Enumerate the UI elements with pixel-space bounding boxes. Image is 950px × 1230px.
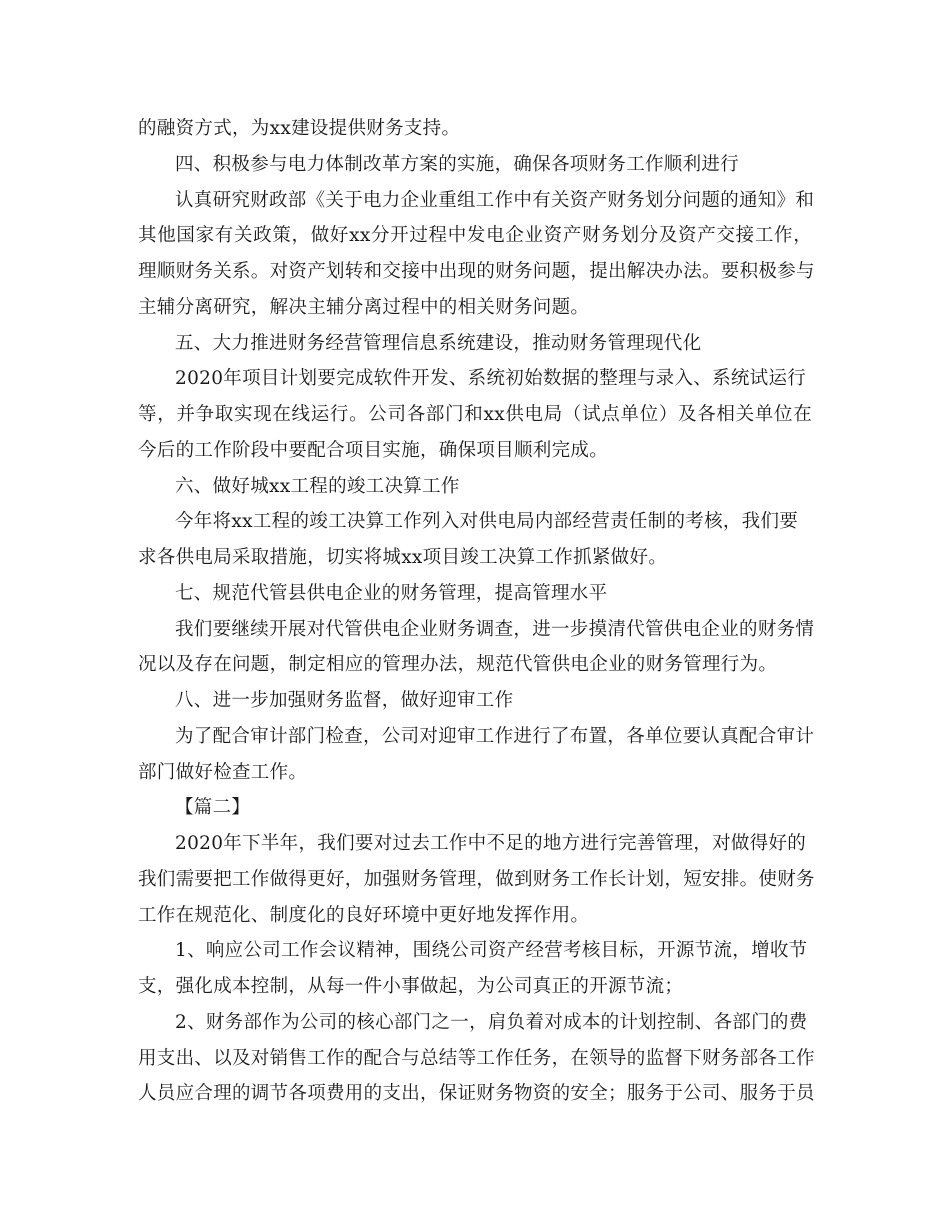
text-line: 主辅分离研究，解决主辅分离过程中的相关财务问题。 xyxy=(138,297,590,318)
text-line: 求各供电局采取措施，切实将城xx项目竣工决算工作抓紧做好。 xyxy=(138,547,668,568)
text-line: 的融资方式，为xx建设提供财务支持。 xyxy=(138,118,461,139)
part-heading: 【篇二】 xyxy=(175,797,251,818)
text-line: 今年将xx工程的竣工决算工作列入对供电局内部经营责任制的考核，我们要 xyxy=(175,511,799,532)
list-item: 1、响应公司工作会议精神，围绕公司资产经营考核目标，开源节流，增收节 xyxy=(175,940,808,961)
text-line: 认真研究财政部《关于电力企业重组工作中有关资产财务划分问题的通知》和 xyxy=(175,190,815,211)
text-line: 今后的工作阶段中要配合项目实施，确保项目顺利完成。 xyxy=(138,440,609,461)
text-line: 工作在规范化、制度化的良好环境中更好地发挥作用。 xyxy=(138,905,590,926)
text-line: 其他国家有关政策，做好xx分开过程中发电企业资产财务划分及资产交接工作， xyxy=(138,225,812,246)
list-item: 2、财务部作为公司的核心部门之一，肩负着对成本的计划控制、各部门的费 xyxy=(175,1012,808,1033)
text-line: 人员应合理的调节各项费用的支出，保证财务物资的安全；服务于公司、服务于员 xyxy=(138,1083,815,1104)
text-line: 用支出、以及对销售工作的配合与总结等工作任务，在领导的监督下财务部各工作 xyxy=(138,1048,815,1069)
text-line: 支，强化成本控制，从每一件小事做起，为公司真正的开源节流； xyxy=(138,976,684,997)
text-line: 2020年项目计划要完成软件开发、系统初始数据的整理与录入、系统试运行 xyxy=(175,368,807,389)
section-heading: 四、积极参与电力体制改革方案的实施，确保各项财务工作顺利进行 xyxy=(175,154,740,175)
text-line: 2020年下半年，我们要对过去工作中不足的地方进行完善管理，对做得好的 xyxy=(175,833,807,854)
section-heading: 七、规范代管县供电企业的财务管理，提高管理水平 xyxy=(175,583,608,604)
section-heading: 六、做好城xx工程的竣工决算工作 xyxy=(175,476,460,497)
text-line: 为了配合审计部门检查，公司对迎审工作进行了布置，各单位要认真配合审计 xyxy=(175,726,815,747)
section-heading: 五、大力推进财务经营管理信息系统建设，推动财务管理现代化 xyxy=(175,333,702,354)
text-line: 等，并争取实现在线运行。公司各部门和xx供电局（试点单位）及各相关单位在 xyxy=(138,404,812,425)
text-line: 部门做好检查工作。 xyxy=(138,762,308,783)
section-heading: 八、进一步加强财务监督，做好迎审工作 xyxy=(175,690,514,711)
text-line: 我们要继续开展对代管供电企业财务调查，进一步摸清代管供电企业的财务情 xyxy=(175,619,815,640)
text-line: 理顺财务关系。对资产划转和交接中出现的财务问题，提出解决办法。要积极参与 xyxy=(138,261,815,282)
text-line: 况以及存在问题，制定相应的管理办法，规范代管供电企业的财务管理行为。 xyxy=(138,654,778,675)
text-line: 我们需要把工作做得更好，加强财务管理，做到财务工作长计划，短安排。使财务 xyxy=(138,869,815,890)
